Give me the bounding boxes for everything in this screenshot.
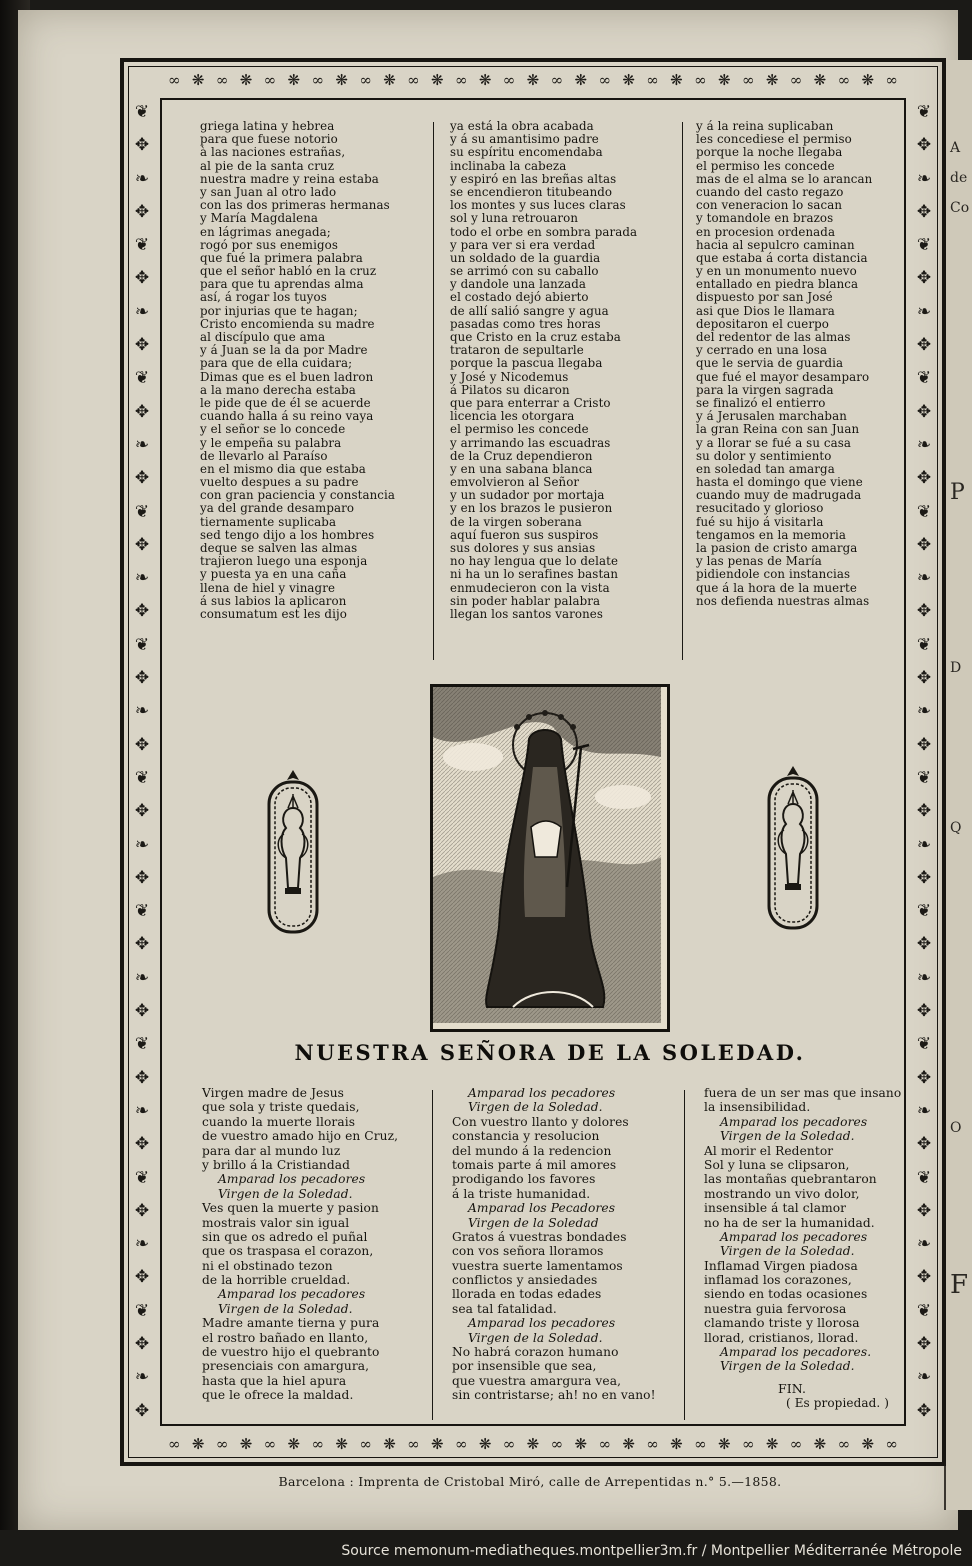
- poem-column-right: [704, 1086, 901, 1374]
- verse-line: y á la reina suplicaban: [696, 119, 834, 133]
- verse-line: no hay lengua que lo delate: [450, 554, 619, 569]
- verse-line: que estaba á corta distancia: [696, 250, 868, 265]
- verse-line: asi que Dios le llamara: [696, 303, 835, 318]
- poem-line: fuera de un ser mas que insano: [704, 1086, 902, 1100]
- verse-line: enmudecieron con la vista: [450, 580, 610, 595]
- column-rule: [433, 122, 434, 660]
- poem-line: insensible á tal clamor: [704, 1201, 847, 1216]
- verse-line: ya del grande desamparo: [200, 501, 355, 516]
- verse-line: pasadas como tres horas: [450, 316, 601, 331]
- verse-line: depositaron el cuerpo: [696, 316, 829, 331]
- poem-line: las montañas quebrantaron: [704, 1172, 877, 1187]
- virgin-woodcut-image: [430, 684, 670, 1032]
- refrain-line: Virgen de la Soledad: [468, 1215, 599, 1230]
- verse-line: porque la noche llegaba: [696, 145, 843, 160]
- verse-line: y san Juan al otro lado: [200, 184, 337, 199]
- verse-line: Dimas que es el buen ladron: [200, 369, 374, 384]
- column-rule: [432, 1090, 433, 1420]
- verse-line: el permiso les concede: [450, 422, 589, 437]
- verse-line: su espíritu encomendaba: [450, 145, 603, 160]
- poem-line: clamando triste y llorosa: [704, 1316, 860, 1331]
- verse-line: hasta el domingo que viene: [696, 475, 863, 490]
- verse-column-middle: [450, 120, 637, 621]
- poem-line: la insensibilidad.: [704, 1100, 811, 1115]
- verse-line: licencia les otorgara: [450, 409, 575, 424]
- poem-line: por insensible que sea,: [452, 1359, 597, 1374]
- verse-line: el costado dejó abierto: [450, 290, 589, 305]
- poem-line: que sola y triste quedais,: [202, 1100, 360, 1115]
- poem-line: inflamad los corazones,: [704, 1273, 852, 1288]
- poem-line: sin que os adredo el puñal: [202, 1229, 368, 1244]
- poem-line: conflictos y ansiedades: [452, 1273, 598, 1288]
- refrain-line: Virgen de la Soledad.: [720, 1359, 855, 1374]
- poem-line: Al morir el Redentor: [704, 1143, 834, 1158]
- verse-line: para que de ella cuidara;: [200, 356, 353, 371]
- verse-line: cuando halla á su reino vaya: [200, 409, 374, 424]
- poem-line: para dar al mundo luz: [202, 1143, 341, 1158]
- verse-line: cuando muy de madrugada: [696, 488, 862, 503]
- verse-line: el permiso les concede: [696, 158, 835, 173]
- verse-line: al discípulo que ama: [200, 330, 326, 344]
- poem-line: constancia y resolucion: [452, 1129, 600, 1144]
- verse-line: y en un monumento nuevo: [696, 264, 857, 279]
- verse-line: vuelto despues a su padre: [200, 475, 359, 490]
- poem-line: Inflamad Virgen piadosa: [704, 1258, 858, 1273]
- verse-line: cuando del casto regazo: [696, 184, 844, 199]
- poem-line: mostrais valor sin igual: [202, 1215, 350, 1230]
- poem-line: mostrando un vivo dolor,: [704, 1186, 860, 1201]
- verse-line: se arrimó con su caballo: [450, 264, 599, 279]
- verse-line: la pasion de cristo amarga: [696, 541, 858, 555]
- verse-line: inclinaba la cabeza: [450, 158, 567, 173]
- verse-line: sol y luna retrouaron: [450, 211, 579, 226]
- verse-line: resucitado y glorioso: [696, 501, 824, 516]
- verse-line: aquí fueron sus suspiros: [450, 527, 599, 542]
- verse-line: con las dos primeras hermanas: [200, 198, 390, 213]
- verse-line: entallado en piedra blanca: [696, 277, 859, 292]
- verse-line: y un sudador por mortaja: [450, 488, 605, 503]
- poem-line: Gratos á vuestras bondades: [452, 1229, 627, 1244]
- poem-line: que vuestra amargura vea,: [452, 1373, 622, 1388]
- verse-line: hacia al sepulcro caminan: [696, 237, 855, 252]
- poem-line: Con vuestro llanto y dolores: [452, 1114, 629, 1129]
- verse-line: le pide que de él se acuerde: [200, 395, 371, 410]
- verse-line: y dandole una lanzada: [450, 277, 587, 292]
- poem-line: tomais parte á mil amores: [452, 1157, 617, 1172]
- verse-line: que para enterrar a Cristo: [450, 395, 611, 410]
- verse-line: que le servia de guardia: [696, 356, 844, 371]
- refrain-line: Virgen de la Soledad.: [468, 1330, 603, 1345]
- poem-line: no ha de ser la humanidad.: [704, 1215, 875, 1230]
- column-rule: [682, 122, 683, 660]
- vase-ornament-right-icon: [766, 764, 820, 932]
- poem-line: y brillo á la Cristiandad: [202, 1157, 351, 1172]
- verse-line: y tomandole en brazos: [696, 211, 834, 226]
- verse-line: en soledad tan amarga: [696, 461, 835, 476]
- verse-line: dispuesto por san José: [696, 290, 833, 305]
- poem-line: nuestra guia fervorosa: [704, 1301, 847, 1316]
- verse-line: pidiendole con instancias: [696, 567, 851, 582]
- poem-line: con vos señora lloramos: [452, 1244, 604, 1259]
- verse-line: les concediese el permiso: [696, 132, 852, 147]
- verse-line: un soldado de la guardia: [450, 250, 601, 265]
- verse-line: consumatum est les dijo: [200, 606, 347, 621]
- property-notice: ( Es propiedad. ): [786, 1396, 890, 1410]
- verse-line: sin poder hablar palabra: [450, 593, 601, 608]
- verse-line: todo el orbe en sombra parada: [450, 224, 638, 239]
- verse-line: mas de el alma se lo arancan: [696, 171, 873, 186]
- verse-line: á Pilatos su dicaron: [450, 382, 570, 397]
- verse-line: con veneracion lo sacan: [696, 198, 843, 213]
- poem-line: Sol y luna se clipsaron,: [704, 1157, 850, 1172]
- verse-line: tiernamente suplicaba: [200, 514, 337, 529]
- page-title: NUESTRA SEÑORA DE LA SOLEDAD.: [294, 1040, 806, 1065]
- poem-line: el rostro bañado en llanto,: [202, 1330, 369, 1345]
- refrain-line: Amparad los pecadores: [218, 1172, 366, 1187]
- poem-line: Ves quen la muerte y pasion: [202, 1201, 379, 1216]
- verse-line: en procesion ordenada: [696, 224, 836, 239]
- verse-column-left: [200, 120, 395, 621]
- poem-line: sea tal fatalidad.: [452, 1301, 557, 1316]
- verse-line: al pie de la santa cruz: [200, 158, 335, 173]
- verse-line: y las penas de María: [696, 554, 822, 569]
- verse-line: y José y Nicodemus: [450, 369, 569, 384]
- verse-line: ni ha un lo serafines bastan: [450, 567, 619, 582]
- verse-line: se finalizó el entierro: [696, 395, 826, 410]
- verse-line: á sus labios la aplicaron: [200, 593, 347, 608]
- refrain-line: Amparad los pecadores: [720, 1114, 868, 1129]
- printer-imprint: Barcelona : Imprenta de Cristobal Miró, calle de Arrepentidas n.° 5.—1858.: [278, 1474, 782, 1489]
- verse-line: su dolor y sentimiento: [696, 448, 832, 463]
- verse-line: y arrimando las escuadras: [450, 435, 611, 450]
- verse-line: sed tengo dijo a los hombres: [200, 527, 375, 542]
- refrain-line: Amparad los pecadores.: [720, 1345, 872, 1360]
- verse-line: de la virgen soberana: [450, 514, 582, 529]
- verse-line: emvolvieron al Señor: [450, 475, 580, 490]
- refrain-line: Virgen de la Soledad.: [468, 1100, 603, 1115]
- verse-line: nos defienda nuestras almas: [696, 593, 870, 608]
- verse-line: del redentor de las almas: [696, 330, 851, 344]
- verse-line: trajieron luego una esponja: [200, 554, 368, 569]
- poem-column-middle: [452, 1086, 656, 1403]
- verse-line: y le empeña su palabra: [200, 435, 342, 450]
- verse-line: a la mano derecha estaba: [200, 382, 356, 397]
- poem-line: llorad, cristianos, llorad.: [704, 1330, 859, 1345]
- source-credit: Source memonum-mediatheques.montpellier3m.fr / Montpellier Méditerranée Métropole: [341, 1543, 962, 1559]
- verse-line: para que fuese notorio: [200, 132, 338, 147]
- refrain-line: Virgen de la Soledad.: [720, 1244, 855, 1259]
- verse-line: y á Juan se la da por Madre: [200, 343, 368, 358]
- verse-line: tengamos en la memoria: [696, 527, 846, 542]
- verse-line: la gran Reina con san Juan: [696, 422, 860, 437]
- fin-mark: FIN.: [778, 1381, 807, 1396]
- refrain-line: Amparad los Pecadores: [468, 1201, 616, 1216]
- verse-line: nuestra madre y reina estaba: [200, 171, 379, 186]
- poem-line: presenciais con amargura,: [202, 1359, 370, 1374]
- verse-line: y en una sabana blanca: [450, 461, 593, 476]
- verse-line: que á la hora de la muerte: [696, 580, 857, 595]
- border-top: ∞ ❋ ∞ ❋ ∞ ❋ ∞ ❋ ∞ ❋ ∞ ❋ ∞ ❋ ∞ ❋ ∞ ❋ ∞ ❋ ∞ ❋ ∞ ❋ ∞ ❋ ∞ ❋ ∞ ❋ ∞: [168, 71, 898, 89]
- verse-line: sus dolores y sus ansias: [450, 541, 596, 555]
- verse-line: de la Cruz dependieron: [450, 448, 593, 463]
- poem-line: de la horrible crueldad.: [202, 1273, 351, 1288]
- verse-line: y en los brazos le pusieron: [450, 501, 613, 516]
- poem-line: Virgen madre de Jesus: [202, 1086, 345, 1100]
- border-left: ❦ ✥ ❧ ✥ ❦ ✥ ❧ ✥ ❦ ✥ ❧ ✥ ❦ ✥ ❧ ✥ ❦ ✥ ❧ ✥ ❦ ✥ ❧ ✥ ❦ ✥ ❧ ✥ ❦ ✥ ❧ ✥ ❦ ✥ ❧ ✥ ❦ ✥ ❧ ✥: [134, 102, 150, 1421]
- poem-line: que le ofrece la maldad.: [202, 1388, 354, 1403]
- poem-line: de vuestro hijo el quebranto: [202, 1345, 380, 1360]
- refrain-line: Virgen de la Soledad.: [720, 1129, 855, 1144]
- poem-line: de vuestro amado hijo en Cruz,: [202, 1129, 399, 1144]
- verse-line: que el señor habló en la cruz: [200, 264, 377, 279]
- column-rule: [684, 1090, 685, 1420]
- verse-line: llegan los santos varones: [450, 606, 604, 621]
- vase-ornament-left-icon: [266, 768, 320, 936]
- verse-line: llena de hiel y vinagre: [200, 580, 336, 595]
- refrain-line: Virgen de la Soledad.: [218, 1301, 353, 1316]
- refrain-line: Amparad los pecadores: [218, 1287, 366, 1302]
- verse-line: que Cristo en la cruz estaba: [450, 330, 621, 344]
- verse-line: que fué el mayor desamparo: [696, 369, 870, 384]
- verse-line: se encendieron titubeando: [450, 184, 613, 199]
- verse-line: y a llorar se fué a su casa: [696, 435, 851, 450]
- verse-line: rogó por sus enemigos: [200, 237, 338, 252]
- poem-line: siendo en todas ocasiones: [704, 1287, 868, 1302]
- verse-line: que fué la primera palabra: [200, 250, 363, 265]
- verse-line: y María Magdalena: [200, 211, 319, 226]
- refrain-line: Amparad los pecadores: [468, 1086, 616, 1100]
- verse-line: para la virgen sagrada: [696, 382, 834, 397]
- verse-line: y á su amantisimo padre: [450, 132, 599, 147]
- verse-line: porque la pascua llegaba: [450, 356, 603, 371]
- verse-line: y el señor se lo concede: [200, 422, 346, 437]
- verse-line: y puesta ya en una caña: [200, 567, 347, 582]
- verse-line: deque se salven las almas: [200, 541, 358, 555]
- verse-line: Cristo encomienda su madre: [200, 316, 375, 331]
- verse-line: y cerrado en una losa: [696, 343, 828, 358]
- poem-line: ni el obstinado tezon: [202, 1258, 333, 1273]
- verse-line: así, á rogar los tuyos: [200, 290, 327, 305]
- facing-page-edge: A de Co P D Q O F: [944, 60, 972, 1510]
- verse-line: en lágrimas anegada;: [200, 224, 331, 239]
- poem-line: cuando la muerte llorais: [202, 1114, 356, 1129]
- border-bottom: ∞ ❋ ∞ ❋ ∞ ❋ ∞ ❋ ∞ ❋ ∞ ❋ ∞ ❋ ∞ ❋ ∞ ❋ ∞ ❋ ∞ ❋ ∞ ❋ ∞ ❋ ∞ ❋ ∞ ❋ ∞: [168, 1435, 898, 1453]
- poem-line: hasta que la hiel apura: [202, 1373, 347, 1388]
- verse-line: los montes y sus luces claras: [450, 198, 626, 213]
- poem-line: Madre amante tierna y pura: [202, 1316, 380, 1331]
- verse-line: en el mismo dia que estaba: [200, 461, 366, 476]
- border-right: ❦ ✥ ❧ ✥ ❦ ✥ ❧ ✥ ❦ ✥ ❧ ✥ ❦ ✥ ❧ ✥ ❦ ✥ ❧ ✥ ❦ ✥ ❧ ✥ ❦ ✥ ❧ ✥ ❦ ✥ ❧ ✥ ❦ ✥ ❧ ✥ ❦ ✥ ❧ ✥: [916, 102, 932, 1421]
- verse-line: para que tu aprendas alma: [200, 277, 364, 292]
- refrain-line: Amparad los pecadores: [468, 1316, 616, 1331]
- poem-line: llorada en todas edades: [452, 1287, 602, 1302]
- verse-line: fué su hijo á visitarla: [696, 514, 824, 529]
- verse-line: de allí salió sangre y agua: [450, 303, 609, 318]
- verse-line: de llevarlo al Paraíso: [200, 448, 328, 463]
- verse-line: y espiró en las breñas altas: [450, 171, 617, 186]
- poem-line: No habrá corazon humano: [452, 1345, 619, 1360]
- verse-line: griega latina y hebrea: [200, 119, 335, 133]
- verse-line: y á Jerusalen marchaban: [696, 409, 847, 424]
- verse-line: con gran paciencia y constancia: [200, 488, 395, 503]
- poem-line: prodigando los favores: [452, 1172, 596, 1187]
- poem-line: del mundo á la redencion: [452, 1143, 612, 1158]
- verse-line: ya está la obra acabada: [450, 119, 594, 133]
- refrain-line: Amparad los pecadores: [720, 1229, 868, 1244]
- verse-line: à las naciones estrañas,: [200, 145, 346, 160]
- poem-line: vuestra suerte lamentamos: [452, 1258, 623, 1273]
- verse-line: trataron de sepultarle: [450, 343, 584, 358]
- poem-column-left: [202, 1086, 398, 1403]
- verse-line: y para ver si era verdad: [450, 237, 596, 252]
- poem-line: que os traspasa el corazon,: [202, 1244, 374, 1259]
- poem-line: sin contristarse; ah! no en vano!: [452, 1388, 656, 1403]
- refrain-line: Virgen de la Soledad.: [218, 1186, 353, 1201]
- verse-column-right: [696, 120, 872, 608]
- verse-line: por injurias que te hagan;: [200, 303, 358, 318]
- poem-line: á la triste humanidad.: [452, 1186, 591, 1201]
